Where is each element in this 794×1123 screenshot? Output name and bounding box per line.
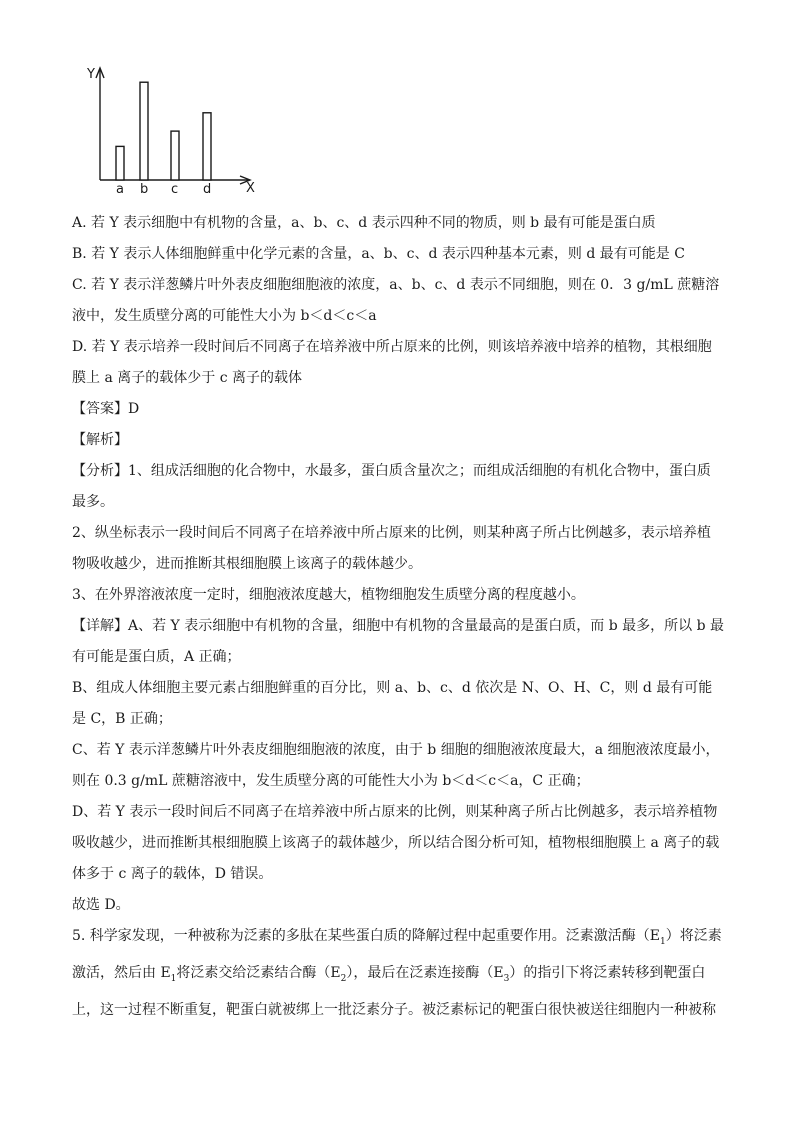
x-axis-label: X [246, 181, 255, 196]
analysis-point-3: 3、在外界溶液浓度一定时，细胞液浓度越大，植物细胞发生质壁分离的程度越小。 [72, 587, 585, 603]
detail-c: C、若 Y 表示洋葱鳞片叶外表皮细胞细胞液的浓度，由于 b 细胞的细胞液浓度最大，a 细胞液浓度最小，则在 0.3 g/mL 蔗糖溶液中，发生质壁分离的可能性大小为 b＜d＜c＜a，C 正确； [72, 742, 720, 789]
bar-a [116, 146, 124, 180]
option-a: A. 若 Y 表示细胞中有机物的含量，a、b、c、d 表示四种不同的物质，则 b 最有可能是蛋白质 [72, 215, 656, 231]
question-content [72, 208, 724, 1026]
bar-chart [84, 62, 264, 198]
analysis-title: 【解析】 [72, 432, 128, 448]
tick-label-b: b [140, 182, 149, 197]
analysis-point-2: 2、纵坐标表示一段时间后不同离子在培养液中所占原来的比例，则某种离子所占比例越多，表示培养植物吸收越少，进而推断其根细胞膜上该离子的载体越少。 [72, 525, 711, 572]
tick-label-a: a [116, 182, 124, 197]
detail-a: 【详解】A、若 Y 表示细胞中有机物的含量，细胞中有机物的含量最高的是蛋白质，而 b 最多，所以 b 最有可能是蛋白质，A 正确； [72, 618, 724, 665]
y-axis-label: Y [87, 67, 95, 82]
bar-d [203, 113, 211, 180]
answer: 【答案】D [72, 401, 140, 417]
option-d: D. 若 Y 表示培养一段时间后不同离子在培养液中所占原来的比例，则该培养液中培养的植物，其根细胞膜上 a 离子的载体少于 c 离子的载体 [72, 339, 712, 386]
bar-c [171, 131, 179, 180]
detail-d: D、若 Y 表示一段时间后不同离子在培养液中所占原来的比例，则某种离子所占比例越多，表示培养植物吸收越少，进而推断其根细胞膜上该离子的载体越少，所以结合图分析可知，植物根细胞膜上 a 离子的载体多于 c 离子的载体，D 错误。 [72, 804, 720, 882]
tick-label-d: d [203, 182, 212, 197]
question-5: 5. 科学家发现，一种被称为泛素的多肽在某些蛋白质的降解过程中起重要作用。泛素激活酶$(E_1)$将泛素激活，然后由 $E_1$将泛素交给泛素结合酶$(E_2)$，最后在泛素连接酶$(E_3)$的指引下将泛素转移到靶蛋白上，这一过程不断重复，靶蛋白就被绑上一批泛素分子。被泛素标记的靶蛋白很快被送往细胞内一种被称 [72, 928, 722, 1018]
conclusion: 故选 D。 [72, 897, 130, 913]
option-b: B. 若 Y 表示人体细胞鲜重中化学元素的含量，a、b、c、d 表示四种基本元素，则 d 最有可能是 C [72, 246, 685, 262]
bar-b [140, 82, 148, 180]
option-c: C. 若 Y 表示洋葱鳞片叶外表皮细胞细胞液的浓度，a、b、c、d 表示不同细胞，则在 0．3 g/mL 蔗糖溶液中，发生质壁分离的可能性大小为 b＜d＜c＜a [72, 277, 720, 324]
tick-label-c: c [171, 182, 179, 197]
detail-b: B、组成人体细胞主要元素占细胞鲜重的百分比，则 a、b、c、d 依次是 N、O、H、C，则 d 最有可能是 C，B 正确； [72, 680, 713, 727]
analysis-point-1: 【分析】1、组成活细胞的化合物中，水最多，蛋白质含量次之；而组成活细胞的有机化合物中，蛋白质最多。 [72, 463, 711, 510]
